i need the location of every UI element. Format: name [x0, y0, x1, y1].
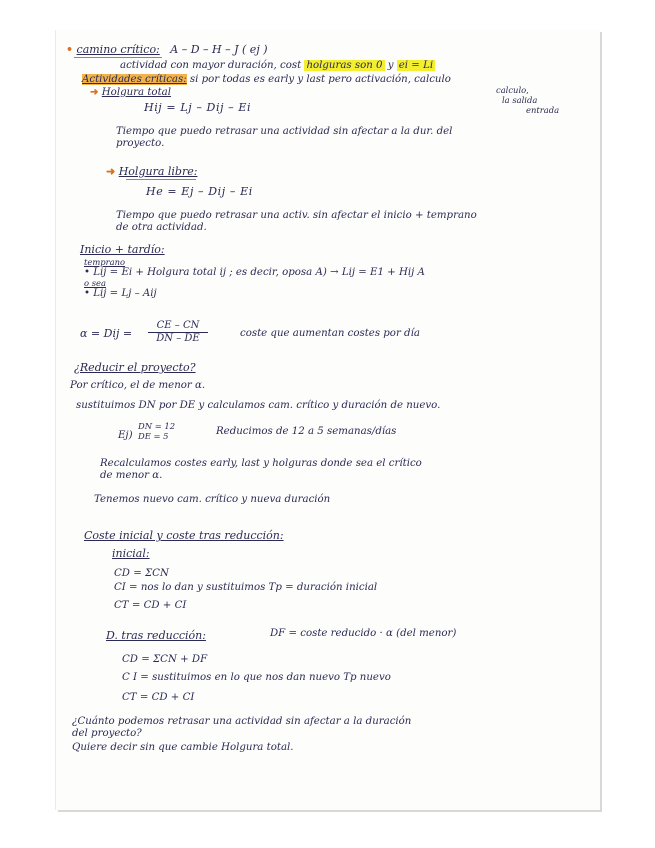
start-late-title: Inicio + tardío: [80, 243, 165, 256]
free-float-underline [126, 179, 196, 180]
example-desc: Reducimos de 12 a 5 semanas/días [216, 426, 397, 437]
alpha-numerator: CE – CN [148, 320, 208, 333]
total-float-formula: Hij = Lj – Dij – Ei [144, 101, 252, 114]
total-float-desc-2: proyecto. [116, 138, 165, 149]
recalc-line-1: Recalculamos costes early, last y holguras donde sea el crítico [100, 458, 422, 469]
side-note-1: calculo, [496, 85, 529, 95]
highlight-holguras: holguras son 0 [306, 60, 383, 71]
example-de: DE = 5 [138, 431, 169, 441]
recalc-line-2: de menor α. [100, 470, 163, 481]
free-float-desc-1: Tiempo que puedo retrasar una activ. sin afectar el inicio + temprano [116, 210, 477, 221]
alpha-desc: coste que aumentan costes por día [240, 328, 420, 339]
orange-bullet-icon: • [66, 43, 74, 56]
critical-path-formula: A – D – H – J ( ej ) [170, 43, 268, 56]
side-note-2: la salida [502, 95, 538, 105]
free-float-heading [106, 166, 197, 178]
total-float-heading [90, 86, 171, 99]
critical-activities-title: Actividades críticas: [82, 74, 187, 85]
start-late-line-1: • Lij = Ei + Holgura total ij ; es decir, oposa A) → Lij = E1 + Hij A [84, 267, 425, 278]
costs-ct-2: CT = CD + CI [122, 692, 195, 703]
alpha-denominator: DN – DE [156, 333, 200, 344]
start-late-sub-2: o sea [84, 278, 106, 288]
free-float-formula: He = Ej – Dij – Ei [146, 185, 253, 198]
question-line-3: Quiere decir sin que cambie Holgura total. [72, 742, 294, 753]
total-float-title: Holgura total [101, 87, 171, 98]
alpha-fraction [148, 320, 208, 345]
free-float-desc-2: de otra actividad. [116, 222, 207, 233]
highlight-ei-li: ei = Li [398, 60, 434, 71]
costs-ct-1: CT = CD + CI [114, 600, 187, 611]
critical-path-desc-text: actividad con mayor duración, cost [120, 60, 302, 71]
costs-df-def: DF = coste reducido · α (del menor) [270, 628, 457, 639]
costs-cd-2: CD = ΣCN + DF [122, 654, 208, 665]
question-line-1: ¿Cuánto podemos retrasar una actividad sin afectar a la duración [72, 716, 412, 727]
total-float-desc-1: Tiempo que puedo retrasar una actividad sin afectar a la dur. del [116, 126, 453, 137]
critical-activities-text: si por todas es early y last pero activación, calculo [186, 74, 451, 85]
reduce-title: ¿Reducir el proyecto? [74, 361, 196, 374]
costs-initial-title: inicial: [112, 547, 150, 560]
critical-path-desc-mid: y [384, 60, 397, 71]
critical-path-underline [74, 57, 162, 58]
costs-ci-1: CI = nos lo dan y sustituimos Tp = duración inicial [114, 582, 378, 593]
question-line-2: del proyecto? [72, 728, 142, 739]
arrow-icon: ➜ [106, 165, 116, 178]
side-note-3: entrada [526, 105, 560, 115]
reduce-line-2: sustituimos DN por DE y calculamos cam. crítico y duración de nuevo. [76, 400, 441, 411]
arrow-icon: ➜ [90, 86, 99, 98]
critical-path-title: camino crítico: [76, 43, 160, 56]
start-late-line-2: • Lij = Lj – Aij [84, 288, 157, 299]
free-float-title: Holgura libre: [118, 165, 198, 178]
notebook-page [56, 30, 600, 810]
critical-activities [82, 74, 451, 86]
costs-title: Coste inicial y coste tras reducción: [84, 529, 284, 542]
costs-after-title: D. tras reducción: [106, 629, 206, 642]
costs-ci-2: C I = sustituimos en lo que nos dan nuevo Tp nuevo [122, 672, 391, 683]
costs-cd-1: CD = ΣCN [114, 568, 169, 579]
reduce-line-1: Por crítico, el de menor α. [70, 380, 206, 391]
example-label: Ej) [118, 430, 133, 441]
new-path-line: Tenemos nuevo cam. crítico y nueva duración [94, 494, 331, 505]
alpha-lhs: α = Dij = [80, 327, 133, 340]
critical-path-heading [66, 44, 268, 56]
example-dn: DN = 12 [138, 421, 176, 431]
critical-path-desc [120, 60, 435, 72]
start-late-sub-1: temprano [84, 257, 126, 267]
